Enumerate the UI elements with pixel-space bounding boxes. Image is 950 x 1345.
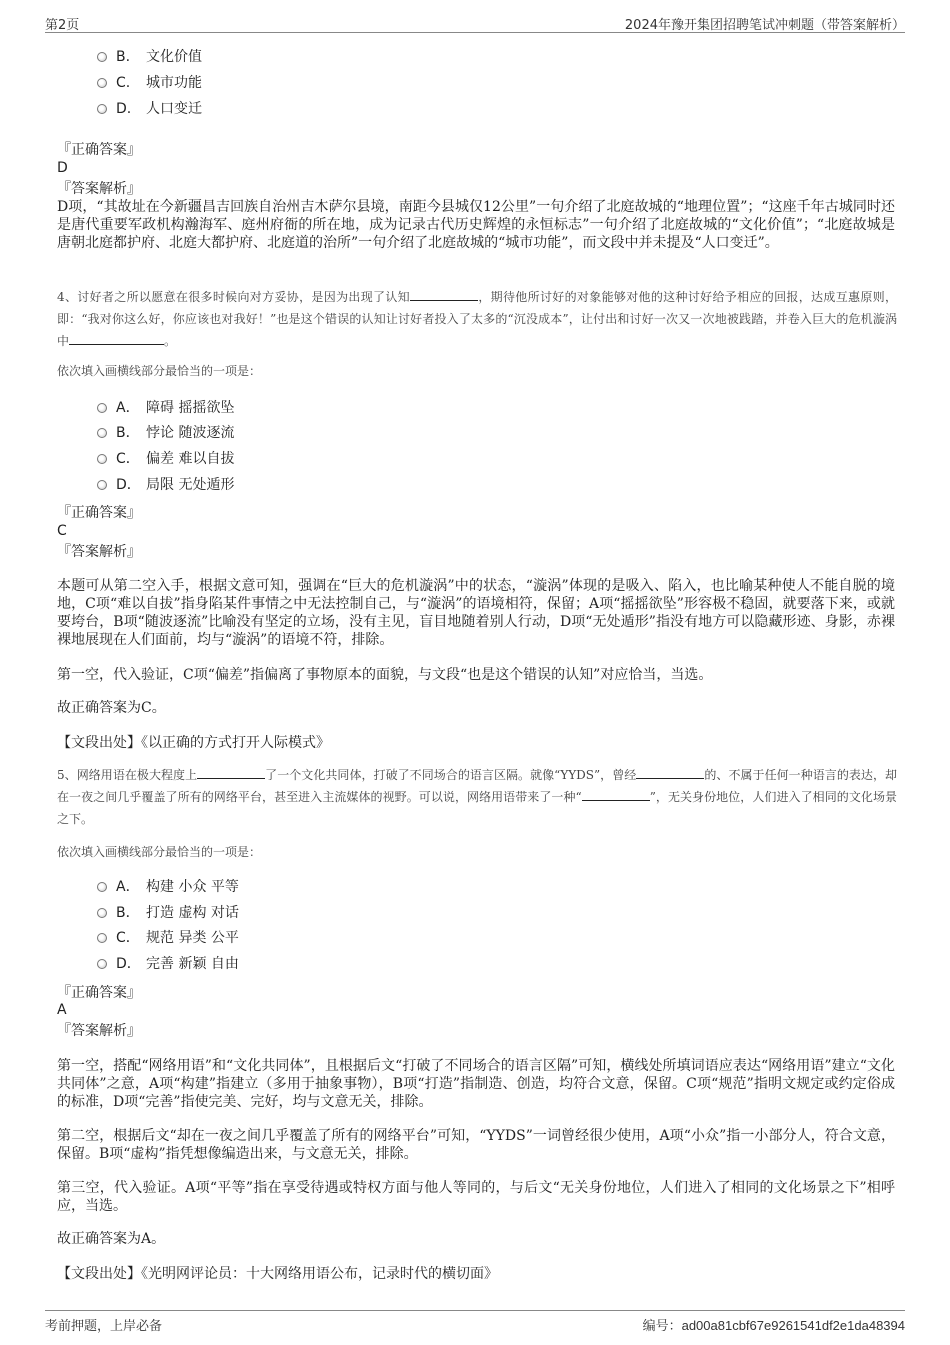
q3-analysis-label: 『答案解析』 — [57, 181, 141, 197]
q4-analysis-label: 『答案解析』 — [57, 544, 141, 560]
q5-answer: A — [57, 1002, 67, 1018]
footer-slogan: 考前押题，上岸必备 — [45, 1319, 163, 1334]
q3-option-b[interactable]: B. 文化价值 — [97, 46, 202, 68]
radio-icon[interactable] — [97, 428, 107, 438]
q3-option-d[interactable]: D. 人口变迁 — [97, 98, 202, 120]
q3-analysis: D项，“其故址在今新疆昌吉回族自治州吉木萨尔县境，南距今县城仅12公里”一句介绍了北庭故城的“地理位置”；“这座千年古城同时还是唐代重要军政机构瀚海军、庭州府衙的所在地，成为记录古代历史辉煌的永恒标志”一句介绍了北庭故城的“文化价值”；“北庭故城是唐朝北庭都护府、北庭大都护府、北庭道的治所”一句介绍了北庭故城的“城市功能”，而文段中并未提及“人口变迁”。 — [57, 199, 895, 251]
page-header — [45, 12, 905, 33]
page-footer — [45, 1310, 905, 1333]
radio-icon[interactable] — [97, 959, 107, 969]
q4-option-b[interactable]: B． 悖论 随波逐流 — [97, 422, 234, 444]
q4-answer: C — [57, 523, 67, 539]
radio-icon[interactable] — [97, 104, 107, 114]
q4-blank-1 — [410, 288, 478, 301]
q5-source: 【文段出处】《光明网评论员：十大网络用语公布，记录时代的横切面》 — [57, 1266, 498, 1282]
q3-option-c[interactable]: C. 城市功能 — [97, 72, 202, 94]
page-number: 第2页 — [45, 18, 80, 33]
q5-analysis-p2: 第二空，根据后文“却在一夜之间几乎覆盖了所有的网络平台”可知，“YYDS”一词曾经很少使用，A项“小众”指一小部分人，符合文意，保留。B项“虚构”指凭想像编造出来，与文意无关，排除。 — [57, 1128, 895, 1162]
q5-question-text: 5、网络用语在极大程度上 了一个文化共同体，打破了不同场合的语言区隔。就像“YYDS”，曾经 的、不属于任何一种语言的表达，却在一夜之间几乎覆盖了所有的网络平台，甚至进入主流媒体的视野。可以说，网络用语带来了一种“ ”，无关身份地位，人们进入了相同的文化场景之下。 — [57, 768, 898, 826]
radio-icon[interactable] — [97, 403, 107, 413]
q5-option-b[interactable]: B． 打造 虚构 对话 — [97, 902, 239, 924]
q4-answer-label: 『正确答案』 — [57, 505, 141, 521]
q4-analysis-p2: 第一空，代入验证，C项“偏差”指偏离了事物原本的面貌，与文段“也是这个错误的认知”对应恰当，当选。 — [57, 667, 713, 683]
q5-analysis-p1: 第一空，搭配“网络用语”和“文化共同体”，且根据后文“打破了不同场合的语言区隔”可知，横线处所填词语应表达“网络用语”建立“文化共同体”之意，A项“构建”指建立（多用于抽象事物），B项“打造”指制造、创造，均符合文意，保留。C项“规范”指明文规定或约定俗成的标准，D项“完善”指使完美、完好，均与文意无关，排除。 — [57, 1058, 895, 1110]
radio-icon[interactable] — [97, 78, 107, 88]
q4-analysis-p3: 故正确答案为C。 — [57, 700, 166, 716]
q3-answer: D — [57, 160, 68, 176]
q5-blank-1 — [197, 766, 265, 779]
document-code: 编号：ad00a81cbf67e9261541df2e1da48394 — [642, 1318, 905, 1334]
radio-icon[interactable] — [97, 933, 107, 943]
q3-answer-label: 『正确答案』 — [57, 142, 141, 158]
q4-blank-2 — [69, 332, 164, 345]
q5-prompt: 依次填入画横线部分最恰当的一项是： — [57, 845, 262, 859]
q4-analysis-p1: 本题可从第二空入手，根据文意可知，强调在“巨大的危机漩涡”中的状态，“漩涡”体现的是吸入、陷入，也比喻某种使人不能自脱的境地，C项“难以自拔”指身陷某件事情之中无法控制自己，与“漩涡”的语境相符，保留；A项“摇摇欲坠”形容极不稳固，就要落下来，或就要垮台，B项“随波逐流”比喻没有坚定的立场，没有主见，盲目地随着别人行动，D项“无处遁形”指没有地方可以隐藏形迹、身影，赤裸裸地展现在人们面前，均与“漩涡”的语境不符，排除。 — [57, 578, 895, 648]
radio-icon[interactable] — [97, 52, 107, 62]
q5-option-a[interactable]: A． 构建 小众 平等 — [97, 876, 239, 898]
q5-analysis-p4: 故正确答案为A。 — [57, 1231, 166, 1247]
q4-option-c[interactable]: C． 偏差 难以自拔 — [97, 448, 234, 470]
q5-analysis-p3: 第三空，代入验证。A项“平等”指在享受待遇或特权方面与他人等同的，与后文“无关身份地位，人们进入了相同的文化场景之下”相呼应，当选。 — [57, 1180, 895, 1214]
radio-icon[interactable] — [97, 454, 107, 464]
q4-option-a[interactable]: A． 障碍 摇摇欲坠 — [97, 397, 234, 419]
document-title: 2024年豫开集团招聘笔试冲刺题（带答案解析） — [624, 18, 905, 33]
q5-option-d[interactable]: D． 完善 新颖 自由 — [97, 953, 239, 975]
q5-option-c[interactable]: C． 规范 异类 公平 — [97, 927, 239, 949]
radio-icon[interactable] — [97, 882, 107, 892]
q4-source: 【文段出处】《以正确的方式打开人际模式》 — [57, 735, 330, 751]
q5-answer-label: 『正确答案』 — [57, 985, 141, 1001]
radio-icon[interactable] — [97, 908, 107, 918]
q4-question-text: 4、讨好者之所以愿意在很多时候向对方妥协，是因为出现了认知 ，期待他所讨好的对象能够对他的这种讨好给予相应的回报，达成互惠原则，即：“我对你这么好，你应该也对我好！”也是这个错误的认知让讨好者投入了太多的“沉没成本”，让付出和讨好一次又一次地被践踏，并卷入巨大的危机漩涡中 。 — [57, 290, 897, 348]
q5-analysis-label: 『答案解析』 — [57, 1023, 141, 1039]
q5-blank-3 — [582, 788, 650, 801]
q5-blank-2 — [636, 766, 704, 779]
radio-icon[interactable] — [97, 480, 107, 490]
q4-option-d[interactable]: D． 局限 无处遁形 — [97, 474, 234, 496]
q4-prompt: 依次填入画横线部分最恰当的一项是： — [57, 364, 262, 378]
